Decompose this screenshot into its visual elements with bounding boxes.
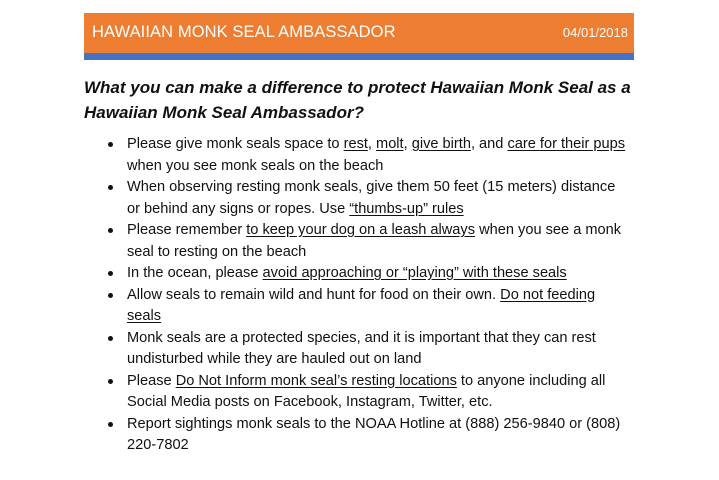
underlined-text: to keep your dog on a leash always: [246, 222, 476, 238]
bullet-text: In the ocean, please: [127, 265, 263, 281]
bullet-dot-icon: [108, 142, 113, 147]
bullet-item: [108, 263, 628, 285]
bullet-text: Please remember: [127, 222, 247, 238]
bullet-dot-icon: [108, 293, 113, 298]
header-accent-stripe: [84, 53, 634, 60]
bullet-item: [108, 328, 628, 371]
underlined-text: Do not feeding seals: [127, 286, 596, 324]
bullet-dot-icon: [108, 228, 113, 233]
header-bar: [84, 13, 634, 53]
bullet-dot-icon: [108, 336, 113, 341]
header-title: HAWAIIAN MONK SEAL AMBASSADOR: [92, 23, 396, 41]
bullet-list: [108, 134, 628, 457]
bullet-item: [108, 220, 628, 263]
header-date: 04/01/2018: [562, 25, 628, 40]
bullet-item: [108, 371, 628, 414]
underlined-text: rest: [343, 136, 368, 152]
bullet-text: ,: [367, 136, 377, 152]
bullet-text: , and: [470, 136, 508, 152]
underlined-text: give birth: [411, 136, 471, 152]
bullet-text: ,: [403, 136, 412, 152]
bullet-text: to anyone including all Social Media posts on Facebook, Instagram, Twitter, etc.: [127, 372, 606, 410]
bullet-text: Allow seals to remain wild and hunt for food on their own.: [127, 286, 501, 303]
bullet-text: Monk seals are a protected species, and it is important that they can rest undisturbed while they are hauled out on land: [127, 329, 596, 367]
underlined-text: care for their pups: [507, 136, 626, 152]
underlined-text: avoid approaching or “playing” with these seals: [262, 265, 567, 281]
bullet-item: [108, 177, 628, 220]
bullet-text: when you see a monk seal to resting on the beach: [127, 222, 622, 260]
underlined-text: molt: [376, 136, 404, 152]
bullet-text: Report sightings monk seals to the NOAA Hotline at (888) 256-9840 or (808) 220-7802: [127, 415, 621, 453]
bullet-dot-icon: [108, 185, 113, 190]
bullet-item: [108, 414, 628, 457]
bullet-dot-icon: [108, 422, 113, 427]
bullet-item: [108, 285, 628, 328]
bullet-dot-icon: [108, 271, 113, 276]
document-title: What you can make a difference to protect Hawaiian Monk Seal as a Hawaiian Monk Seal Ambassador?: [84, 78, 631, 122]
bullet-dot-icon: [108, 379, 113, 384]
underlined-text: “thumbs-up” rules: [349, 200, 464, 217]
document-header: [84, 13, 634, 53]
bullet-text: When observing resting monk seals, give them 50 feet (15 meters) distance or behind any signs or ropes. Use: [127, 179, 616, 217]
bullet-text: Please give monk seals space to: [127, 136, 344, 152]
bullet-item: [108, 134, 628, 177]
underlined-text: Do Not Inform monk seal’s resting locations: [175, 372, 457, 389]
bullet-text: when you see monk seals on the beach: [127, 157, 384, 174]
bullet-text: Please: [127, 372, 176, 389]
